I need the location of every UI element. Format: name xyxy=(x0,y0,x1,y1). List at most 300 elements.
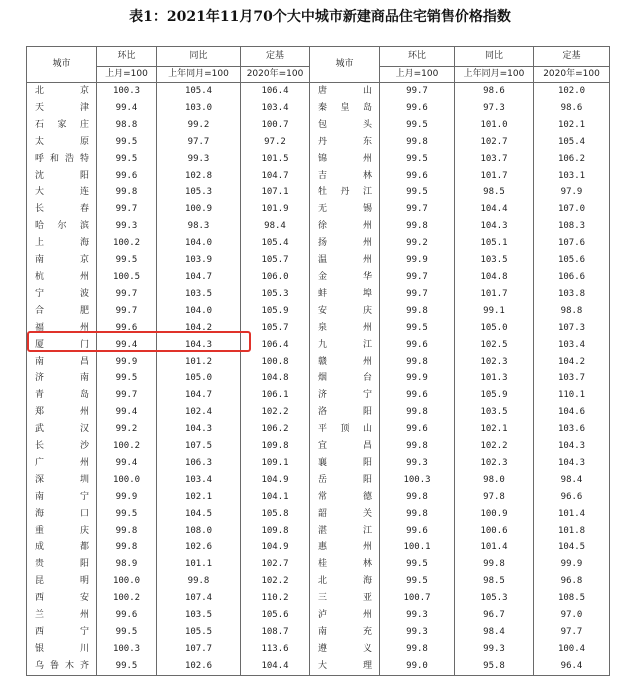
yoy-value-left: 103.4 xyxy=(157,472,241,489)
base-value-right: 103.4 xyxy=(534,337,610,354)
mom-header-left: 环比 xyxy=(97,47,157,67)
mom-value-left: 99.8 xyxy=(97,523,157,540)
mom-value-right: 99.6 xyxy=(380,168,455,185)
mom-value-left: 99.4 xyxy=(97,455,157,472)
yoy-value-left: 103.9 xyxy=(157,252,241,269)
city-name-left: 海 口 xyxy=(27,506,97,523)
yoy-value-left: 105.4 xyxy=(157,83,241,100)
mom-value-right: 99.6 xyxy=(380,337,455,354)
yoy-value-right: 105.1 xyxy=(455,235,534,252)
base-value-right: 101.8 xyxy=(534,523,610,540)
city-name-right: 包 头 xyxy=(310,117,380,134)
mom-value-right: 99.8 xyxy=(380,354,455,371)
base-subheader-right: 2020年=100 xyxy=(534,67,610,83)
base-value-right: 106.6 xyxy=(534,269,610,286)
yoy-value-right: 102.7 xyxy=(455,134,534,151)
mom-value-right: 100.1 xyxy=(380,540,455,557)
base-value-left: 106.4 xyxy=(241,337,310,354)
table-row xyxy=(27,100,610,117)
city-name-right: 无 锡 xyxy=(310,201,380,218)
mom-value-right: 99.3 xyxy=(380,607,455,624)
table-row xyxy=(27,489,610,506)
city-name-right: 大 理 xyxy=(310,658,380,676)
city-name-right: 温 州 xyxy=(310,252,380,269)
city-name-left: 长 沙 xyxy=(27,438,97,455)
base-value-left: 105.9 xyxy=(241,303,310,320)
base-subheader-left: 2020年=100 xyxy=(241,67,310,83)
yoy-value-right: 102.5 xyxy=(455,337,534,354)
yoy-header-right: 同比 xyxy=(455,47,534,67)
city-name-right: 吉 林 xyxy=(310,168,380,185)
base-value-right: 106.2 xyxy=(534,151,610,168)
mom-value-right: 99.7 xyxy=(380,83,455,100)
base-value-left: 106.1 xyxy=(241,387,310,404)
base-value-right: 96.4 xyxy=(534,658,610,676)
city-name-left: 重 庆 xyxy=(27,523,97,540)
city-name-left: 上 海 xyxy=(27,235,97,252)
yoy-value-left: 108.0 xyxy=(157,523,241,540)
table-row xyxy=(27,472,610,489)
city-name-left: 贵 阳 xyxy=(27,556,97,573)
city-header-left: 城市 xyxy=(27,47,97,83)
base-value-left: 110.2 xyxy=(241,590,310,607)
city-name-left: 太 原 xyxy=(27,134,97,151)
mom-value-left: 99.6 xyxy=(97,168,157,185)
base-value-right: 103.7 xyxy=(534,370,610,387)
yoy-value-right: 98.5 xyxy=(455,573,534,590)
city-name-right: 惠 州 xyxy=(310,540,380,557)
yoy-header-left: 同比 xyxy=(157,47,241,67)
city-name-right: 襄 阳 xyxy=(310,455,380,472)
base-value-left: 97.2 xyxy=(241,134,310,151)
city-name-left: 合 肥 xyxy=(27,303,97,320)
base-value-left: 105.4 xyxy=(241,235,310,252)
base-value-left: 104.9 xyxy=(241,472,310,489)
base-value-right: 108.5 xyxy=(534,590,610,607)
mom-value-right: 99.8 xyxy=(380,404,455,421)
city-name-left: 南 京 xyxy=(27,252,97,269)
mom-value-left: 98.9 xyxy=(97,556,157,573)
table-row xyxy=(27,523,610,540)
yoy-value-right: 104.4 xyxy=(455,201,534,218)
mom-value-left: 99.8 xyxy=(97,540,157,557)
city-name-right: 韶 关 xyxy=(310,506,380,523)
city-name-left: 济 南 xyxy=(27,370,97,387)
yoy-value-left: 104.7 xyxy=(157,269,241,286)
yoy-value-right: 99.8 xyxy=(455,556,534,573)
yoy-value-left: 106.3 xyxy=(157,455,241,472)
mom-value-left: 100.3 xyxy=(97,83,157,100)
base-value-right: 102.0 xyxy=(534,83,610,100)
mom-value-right: 99.5 xyxy=(380,320,455,337)
yoy-value-right: 98.4 xyxy=(455,624,534,641)
base-value-left: 104.4 xyxy=(241,658,310,676)
base-value-left: 105.7 xyxy=(241,252,310,269)
mom-value-left: 99.5 xyxy=(97,134,157,151)
base-value-left: 106.0 xyxy=(241,269,310,286)
table-row xyxy=(27,658,610,676)
base-value-right: 107.0 xyxy=(534,201,610,218)
city-name-right: 宜 昌 xyxy=(310,438,380,455)
city-name-right: 泉 州 xyxy=(310,320,380,337)
yoy-subheader-left: 上年同月=100 xyxy=(157,67,241,83)
city-name-left: 北 京 xyxy=(27,83,97,100)
mom-value-left: 99.5 xyxy=(97,370,157,387)
base-value-right: 97.7 xyxy=(534,624,610,641)
base-value-right: 97.0 xyxy=(534,607,610,624)
yoy-value-left: 102.1 xyxy=(157,489,241,506)
base-value-right: 110.1 xyxy=(534,387,610,404)
mom-value-right: 99.8 xyxy=(380,218,455,235)
mom-value-right: 99.9 xyxy=(380,252,455,269)
mom-value-left: 99.9 xyxy=(97,354,157,371)
base-value-right: 102.1 xyxy=(534,117,610,134)
table-row xyxy=(27,540,610,557)
base-value-left: 106.4 xyxy=(241,83,310,100)
mom-value-left: 99.8 xyxy=(97,185,157,202)
mom-subheader-left: 上月=100 xyxy=(97,67,157,83)
base-value-right: 97.9 xyxy=(534,185,610,202)
yoy-value-right: 99.3 xyxy=(455,641,534,658)
yoy-value-right: 102.2 xyxy=(455,438,534,455)
yoy-value-left: 99.3 xyxy=(157,151,241,168)
base-value-right: 96.6 xyxy=(534,489,610,506)
yoy-value-right: 97.3 xyxy=(455,100,534,117)
city-name-left: 银 川 xyxy=(27,641,97,658)
city-name-left: 石家庄 xyxy=(27,117,97,134)
mom-value-right: 99.5 xyxy=(380,573,455,590)
base-value-right: 100.4 xyxy=(534,641,610,658)
mom-value-left: 100.2 xyxy=(97,438,157,455)
mom-value-left: 99.3 xyxy=(97,218,157,235)
city-name-left: 昆 明 xyxy=(27,573,97,590)
city-name-right: 九 江 xyxy=(310,337,380,354)
mom-value-right: 99.7 xyxy=(380,286,455,303)
mom-value-right: 99.6 xyxy=(380,421,455,438)
yoy-value-right: 105.3 xyxy=(455,590,534,607)
yoy-value-right: 98.0 xyxy=(455,472,534,489)
city-name-left: 兰 州 xyxy=(27,607,97,624)
yoy-value-right: 102.1 xyxy=(455,421,534,438)
city-name-right: 蚌 埠 xyxy=(310,286,380,303)
mom-value-right: 99.8 xyxy=(380,438,455,455)
city-name-right: 泸 州 xyxy=(310,607,380,624)
yoy-value-left: 103.0 xyxy=(157,100,241,117)
table-row xyxy=(27,354,610,371)
yoy-value-left: 99.8 xyxy=(157,573,241,590)
base-value-right: 96.8 xyxy=(534,573,610,590)
yoy-value-right: 103.7 xyxy=(455,151,534,168)
yoy-value-right: 98.6 xyxy=(455,83,534,100)
mom-value-left: 99.9 xyxy=(97,489,157,506)
base-value-left: 105.6 xyxy=(241,607,310,624)
base-value-left: 103.4 xyxy=(241,100,310,117)
mom-value-left: 99.2 xyxy=(97,421,157,438)
mom-value-right: 99.5 xyxy=(380,185,455,202)
mom-value-left: 99.4 xyxy=(97,100,157,117)
yoy-value-left: 104.3 xyxy=(157,337,241,354)
yoy-value-right: 100.6 xyxy=(455,523,534,540)
table-row xyxy=(27,252,610,269)
yoy-value-left: 100.9 xyxy=(157,201,241,218)
mom-value-left: 99.6 xyxy=(97,320,157,337)
base-value-right: 98.4 xyxy=(534,472,610,489)
yoy-value-right: 105.0 xyxy=(455,320,534,337)
mom-value-right: 99.6 xyxy=(380,387,455,404)
base-value-left: 108.7 xyxy=(241,624,310,641)
city-name-right: 秦皇岛 xyxy=(310,100,380,117)
base-value-right: 99.9 xyxy=(534,556,610,573)
mom-value-left: 99.7 xyxy=(97,387,157,404)
yoy-value-left: 104.2 xyxy=(157,320,241,337)
yoy-value-right: 96.7 xyxy=(455,607,534,624)
table-row xyxy=(27,455,610,472)
yoy-value-right: 101.7 xyxy=(455,286,534,303)
mom-header-right: 环比 xyxy=(380,47,455,67)
city-name-right: 三 亚 xyxy=(310,590,380,607)
city-name-left: 青 岛 xyxy=(27,387,97,404)
city-name-right: 唐 山 xyxy=(310,83,380,100)
yoy-value-left: 104.5 xyxy=(157,506,241,523)
mom-value-right: 99.6 xyxy=(380,100,455,117)
yoy-value-left: 104.0 xyxy=(157,235,241,252)
city-header-right: 城市 xyxy=(310,47,380,83)
city-name-right: 湛 江 xyxy=(310,523,380,540)
city-name-left: 南 宁 xyxy=(27,489,97,506)
base-value-left: 104.1 xyxy=(241,489,310,506)
yoy-value-left: 102.4 xyxy=(157,404,241,421)
mom-value-left: 98.8 xyxy=(97,117,157,134)
yoy-value-right: 104.3 xyxy=(455,218,534,235)
yoy-value-right: 101.4 xyxy=(455,540,534,557)
yoy-value-right: 101.7 xyxy=(455,168,534,185)
city-name-right: 桂 林 xyxy=(310,556,380,573)
base-value-left: 109.1 xyxy=(241,455,310,472)
base-value-left: 100.7 xyxy=(241,117,310,134)
city-name-right: 遵 义 xyxy=(310,641,380,658)
city-name-right: 金 华 xyxy=(310,269,380,286)
yoy-value-left: 105.0 xyxy=(157,370,241,387)
mom-value-right: 100.3 xyxy=(380,472,455,489)
mom-value-right: 99.3 xyxy=(380,455,455,472)
base-value-right: 105.6 xyxy=(534,252,610,269)
base-value-left: 102.7 xyxy=(241,556,310,573)
city-name-right: 南 充 xyxy=(310,624,380,641)
base-value-right: 107.6 xyxy=(534,235,610,252)
city-name-left: 杭 州 xyxy=(27,269,97,286)
city-name-left: 大 连 xyxy=(27,185,97,202)
base-value-left: 109.8 xyxy=(241,438,310,455)
yoy-value-left: 104.7 xyxy=(157,387,241,404)
city-name-left: 沈 阳 xyxy=(27,168,97,185)
city-name-left: 呼和浩特 xyxy=(27,151,97,168)
city-name-right: 岳 阳 xyxy=(310,472,380,489)
yoy-value-right: 100.9 xyxy=(455,506,534,523)
city-name-left: 福 州 xyxy=(27,320,97,337)
mom-value-right: 99.5 xyxy=(380,556,455,573)
base-value-left: 113.6 xyxy=(241,641,310,658)
mom-value-left: 99.5 xyxy=(97,506,157,523)
yoy-value-right: 102.3 xyxy=(455,354,534,371)
mom-value-left: 99.4 xyxy=(97,404,157,421)
yoy-value-right: 101.3 xyxy=(455,370,534,387)
table-row xyxy=(27,387,610,404)
table-row xyxy=(27,421,610,438)
base-value-left: 101.9 xyxy=(241,201,310,218)
city-name-left: 广 州 xyxy=(27,455,97,472)
yoy-value-right: 103.5 xyxy=(455,252,534,269)
table-row xyxy=(27,151,610,168)
table-row xyxy=(27,134,610,151)
city-name-left: 深 圳 xyxy=(27,472,97,489)
yoy-value-left: 98.3 xyxy=(157,218,241,235)
base-value-left: 104.8 xyxy=(241,370,310,387)
city-name-left: 西 宁 xyxy=(27,624,97,641)
yoy-value-right: 104.8 xyxy=(455,269,534,286)
base-header-left: 定基 xyxy=(241,47,310,67)
table-row xyxy=(27,370,610,387)
mom-value-left: 99.5 xyxy=(97,151,157,168)
base-value-right: 103.8 xyxy=(534,286,610,303)
base-value-left: 101.5 xyxy=(241,151,310,168)
base-value-right: 104.6 xyxy=(534,404,610,421)
yoy-value-right: 103.5 xyxy=(455,404,534,421)
yoy-value-left: 107.5 xyxy=(157,438,241,455)
city-name-left: 厦 门 xyxy=(27,337,97,354)
base-value-right: 98.6 xyxy=(534,100,610,117)
mom-value-right: 99.5 xyxy=(380,151,455,168)
mom-value-left: 99.5 xyxy=(97,624,157,641)
base-value-right: 108.3 xyxy=(534,218,610,235)
city-name-right: 平顶山 xyxy=(310,421,380,438)
table-row xyxy=(27,624,610,641)
yoy-value-right: 99.1 xyxy=(455,303,534,320)
base-value-right: 103.1 xyxy=(534,168,610,185)
yoy-value-left: 103.5 xyxy=(157,607,241,624)
mom-value-right: 99.7 xyxy=(380,269,455,286)
base-value-right: 105.4 xyxy=(534,134,610,151)
mom-value-right: 99.9 xyxy=(380,370,455,387)
city-name-left: 南 昌 xyxy=(27,354,97,371)
mom-value-left: 99.5 xyxy=(97,252,157,269)
table-row xyxy=(27,641,610,658)
mom-value-left: 100.2 xyxy=(97,235,157,252)
yoy-value-left: 104.0 xyxy=(157,303,241,320)
yoy-value-right: 105.9 xyxy=(455,387,534,404)
mom-value-right: 99.2 xyxy=(380,235,455,252)
base-value-right: 103.6 xyxy=(534,421,610,438)
table-row xyxy=(27,404,610,421)
base-value-left: 106.2 xyxy=(241,421,310,438)
yoy-value-left: 104.3 xyxy=(157,421,241,438)
city-name-right: 牡丹江 xyxy=(310,185,380,202)
city-name-left: 长 春 xyxy=(27,201,97,218)
city-name-right: 锦 州 xyxy=(310,151,380,168)
base-value-right: 104.3 xyxy=(534,438,610,455)
mom-value-right: 99.8 xyxy=(380,134,455,151)
city-name-right: 洛 阳 xyxy=(310,404,380,421)
city-name-right: 烟 台 xyxy=(310,370,380,387)
mom-value-left: 100.3 xyxy=(97,641,157,658)
mom-value-left: 100.0 xyxy=(97,472,157,489)
mom-value-left: 99.7 xyxy=(97,303,157,320)
city-name-right: 赣 州 xyxy=(310,354,380,371)
city-name-left: 乌鲁木齐 xyxy=(27,658,97,676)
mom-value-left: 99.4 xyxy=(97,337,157,354)
city-name-right: 济 宁 xyxy=(310,387,380,404)
base-value-left: 102.2 xyxy=(241,573,310,590)
city-name-right: 扬 州 xyxy=(310,235,380,252)
yoy-value-left: 102.8 xyxy=(157,168,241,185)
base-value-right: 104.5 xyxy=(534,540,610,557)
city-name-left: 郑 州 xyxy=(27,404,97,421)
mom-value-right: 99.3 xyxy=(380,624,455,641)
city-name-right: 安 庆 xyxy=(310,303,380,320)
yoy-value-left: 102.6 xyxy=(157,658,241,676)
mom-subheader-right: 上月=100 xyxy=(380,67,455,83)
yoy-subheader-right: 上年同月=100 xyxy=(455,67,534,83)
base-value-right: 101.4 xyxy=(534,506,610,523)
yoy-value-left: 105.5 xyxy=(157,624,241,641)
table-row xyxy=(27,506,610,523)
yoy-value-right: 95.8 xyxy=(455,658,534,676)
mom-value-right: 99.0 xyxy=(380,658,455,676)
mom-value-right: 99.8 xyxy=(380,641,455,658)
yoy-value-left: 99.2 xyxy=(157,117,241,134)
mom-value-right: 99.5 xyxy=(380,117,455,134)
mom-value-right: 99.8 xyxy=(380,489,455,506)
city-name-left: 武 汉 xyxy=(27,421,97,438)
city-name-left: 西 安 xyxy=(27,590,97,607)
table-row xyxy=(27,117,610,134)
base-value-right: 107.3 xyxy=(534,320,610,337)
base-value-left: 109.8 xyxy=(241,523,310,540)
highlight-box-xiamen xyxy=(27,331,251,352)
city-name-right: 北 海 xyxy=(310,573,380,590)
mom-value-left: 99.7 xyxy=(97,286,157,303)
city-name-left: 成 都 xyxy=(27,540,97,557)
table-row xyxy=(27,83,610,100)
mom-value-right: 99.7 xyxy=(380,201,455,218)
table-row xyxy=(27,303,610,320)
table-row xyxy=(27,185,610,202)
yoy-value-right: 97.8 xyxy=(455,489,534,506)
city-name-right: 常 德 xyxy=(310,489,380,506)
yoy-value-left: 103.5 xyxy=(157,286,241,303)
base-value-left: 105.3 xyxy=(241,286,310,303)
city-name-left: 天 津 xyxy=(27,100,97,117)
table-row xyxy=(27,235,610,252)
yoy-value-left: 101.2 xyxy=(157,354,241,371)
base-value-left: 100.8 xyxy=(241,354,310,371)
base-value-left: 105.8 xyxy=(241,506,310,523)
base-value-left: 107.1 xyxy=(241,185,310,202)
mom-value-right: 99.8 xyxy=(380,506,455,523)
table-row xyxy=(27,286,610,303)
base-value-left: 104.7 xyxy=(241,168,310,185)
yoy-value-left: 107.4 xyxy=(157,590,241,607)
yoy-value-right: 101.0 xyxy=(455,117,534,134)
base-value-left: 102.2 xyxy=(241,404,310,421)
city-name-left: 哈尔滨 xyxy=(27,218,97,235)
base-value-left: 105.7 xyxy=(241,320,310,337)
table-title: 表1：2021年11月70个大中城市新建商品住宅销售价格指数 xyxy=(129,9,511,25)
city-name-left: 宁 波 xyxy=(27,286,97,303)
base-header-right: 定基 xyxy=(534,47,610,67)
base-value-right: 104.3 xyxy=(534,455,610,472)
mom-value-right: 99.6 xyxy=(380,523,455,540)
mom-value-left: 99.5 xyxy=(97,658,157,676)
